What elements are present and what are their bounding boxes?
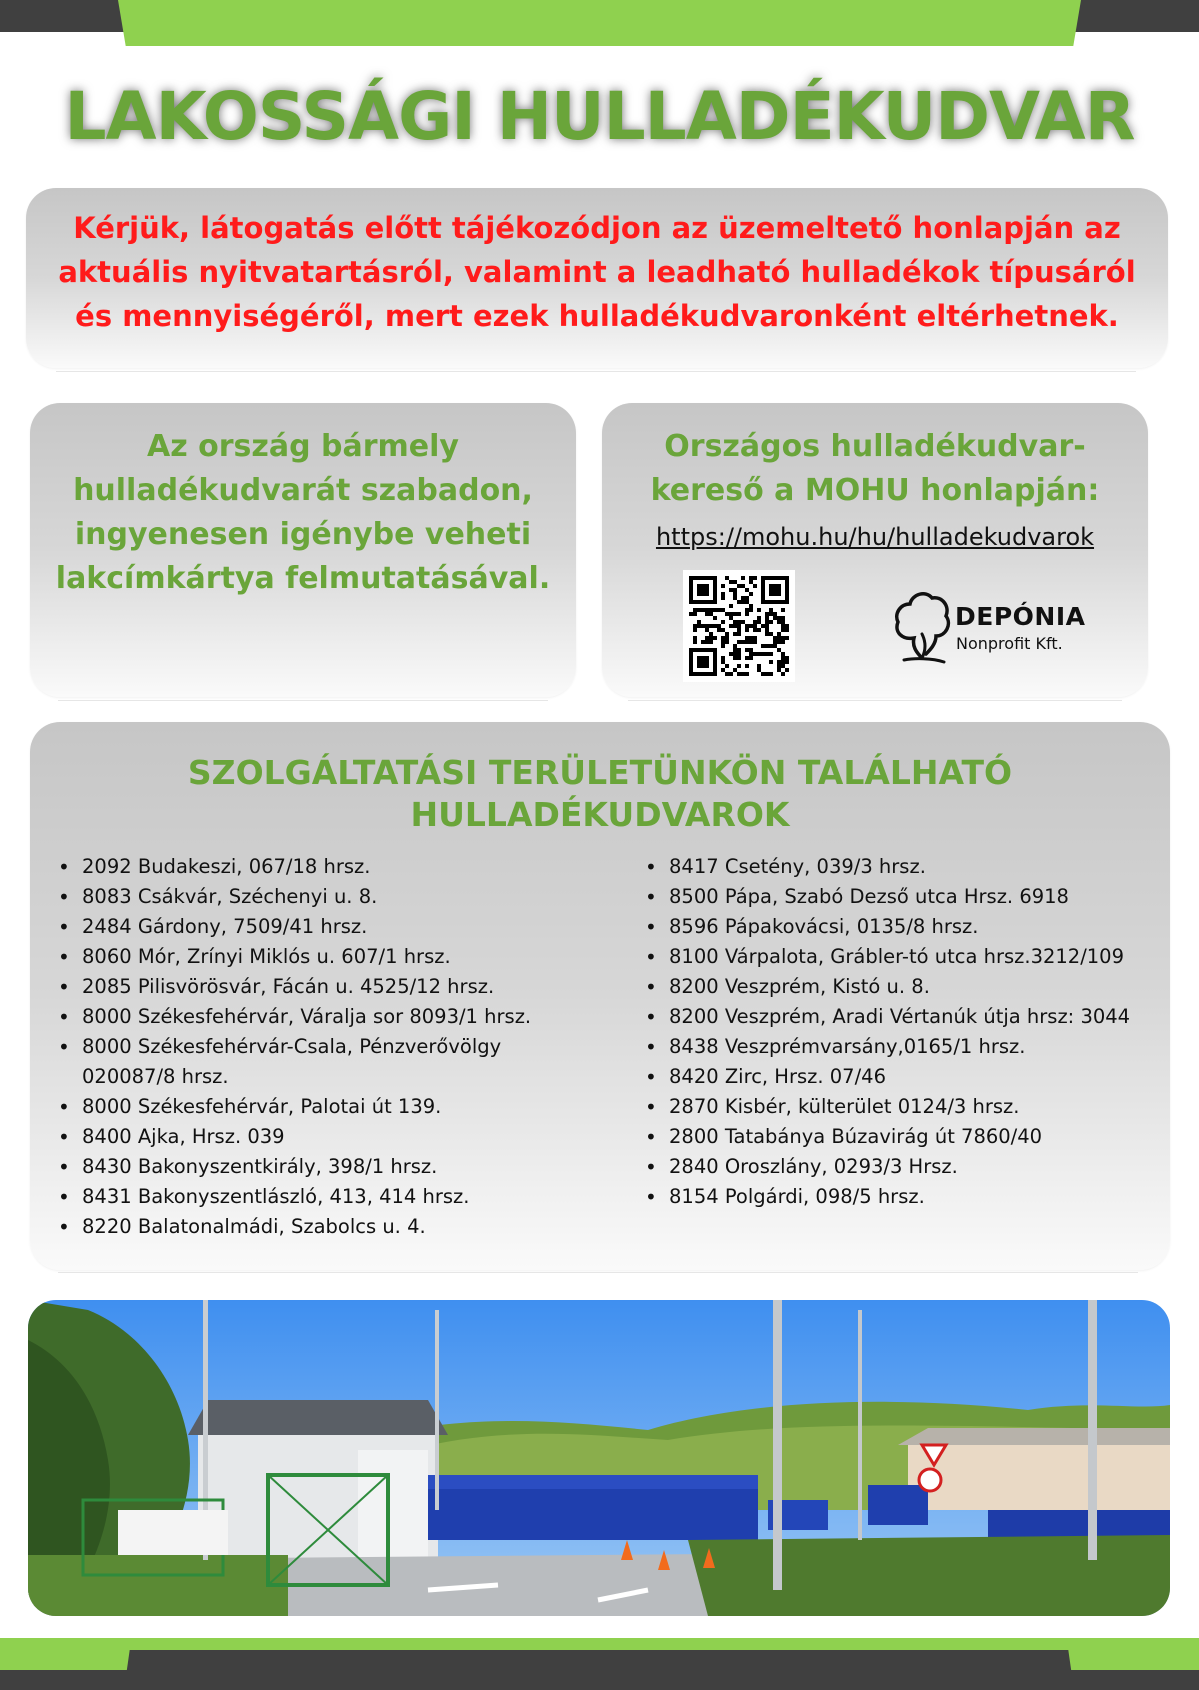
list-item: • 8154 Polgárdi, 098/5 hrsz. [645, 1182, 1165, 1212]
deponia-logo [892, 588, 1092, 668]
list-item: • 8596 Pápakovácsi, 0135/8 hrsz. [645, 912, 1165, 942]
sites-panel [30, 722, 1170, 1270]
list-item: • 8417 Csetény, 039/3 hrsz. [645, 852, 1165, 882]
logo-subtitle: Nonprofit Kft. [956, 634, 1063, 653]
list-item: • 8420 Zirc, Hrsz. 07/46 [645, 1062, 1165, 1092]
list-item: • 8060 Mór, Zrínyi Miklós u. 607/1 hrsz. [58, 942, 598, 972]
list-item: • 2484 Gárdony, 7509/41 hrsz. [58, 912, 598, 942]
list-item: • 8000 Székesfehérvár, Váralja sor 8093/1 hrsz. [58, 1002, 598, 1032]
notice-text: Kérjük, látogatás előtt tájékozódjon az üzemeltető honlapján az aktuális nyitvatartásról, valamint a leadható hulladékok típusáról és mennyiségéről, mert ezek hulladékudvaronként eltérhetnek. [58, 211, 1136, 333]
logo-name: DEPÓNIA [955, 602, 1086, 631]
finder-panel [602, 403, 1148, 697]
finder-link[interactable]: https://mohu.hu/hu/hulladekudvarok [655, 523, 1095, 551]
list-item: • 8200 Veszprém, Aradi Vértanúk útja hrsz: 3044 [645, 1002, 1165, 1032]
top-green-band [118, 0, 1081, 46]
list-item: • 8500 Pápa, Szabó Dezső utca Hrsz. 6918 [645, 882, 1165, 912]
list-item: • 2085 Pilisvörösvár, Fácán u. 4525/12 hrsz. [58, 972, 598, 1002]
divider [56, 371, 1136, 372]
divider [58, 700, 548, 701]
sites-title: SZOLGÁLTATÁSI TERÜLETÜNKÖN TALÁLHATÓ HULLADÉKUDVAROK [187, 753, 1013, 834]
free-use-text: Az ország bármely hulladékudvarát szabadon, ingyenesen igénybe veheti lakcímkártya felmutatásával. [55, 429, 551, 596]
page-title: LAKOSSÁGI HULLADÉKUDVAR [64, 78, 1135, 155]
list-item: • 2840 Oroszlány, 0293/3 Hrsz. [645, 1152, 1165, 1182]
waste-yard-photo [28, 1300, 1170, 1616]
sites-list-left [58, 852, 598, 1242]
list-item: • 8430 Bakonyszentkirály, 398/1 hrsz. [58, 1152, 598, 1182]
finder-heading: Országos hulladékudvar-kereső a MOHU honlapján: [650, 429, 1100, 508]
bottom-dark-band [0, 1670, 1199, 1690]
list-item: • 8220 Balatonalmádi, Szabolcs u. 4. [58, 1212, 598, 1242]
notice-panel [26, 188, 1168, 368]
list-item: • 8200 Veszprém, Kistó u. 8. [645, 972, 1165, 1002]
tree-icon [892, 588, 952, 664]
list-item: • 2870 Kisbér, külterület 0124/3 hrsz. [645, 1092, 1165, 1122]
list-item: • 2800 Tatabánya Búzavirág út 7860/40 [645, 1122, 1165, 1152]
list-item: • 8400 Ajka, Hrsz. 039 [58, 1122, 598, 1152]
list-item: • 8438 Veszprémvarsány,0165/1 hrsz. [645, 1032, 1165, 1062]
qr-code[interactable] [683, 570, 795, 682]
free-use-panel [30, 403, 576, 697]
sites-list-right [645, 852, 1165, 1212]
list-item: • 8431 Bakonyszentlászló, 413, 414 hrsz. [58, 1182, 598, 1212]
list-item: • 8000 Székesfehérvár, Palotai út 139. [58, 1092, 598, 1122]
list-item: • 2092 Budakeszi, 067/18 hrsz. [58, 852, 598, 882]
list-item: • 8100 Várpalota, Grábler-tó utca hrsz.3212/109 [645, 942, 1165, 972]
list-item: • 8083 Csákvár, Széchenyi u. 8. [58, 882, 598, 912]
divider [58, 1272, 1138, 1273]
list-item: • 8000 Székesfehérvár-Csala, Pénzverővölgy 020087/8 hrsz. [58, 1032, 598, 1092]
divider [628, 700, 1122, 701]
